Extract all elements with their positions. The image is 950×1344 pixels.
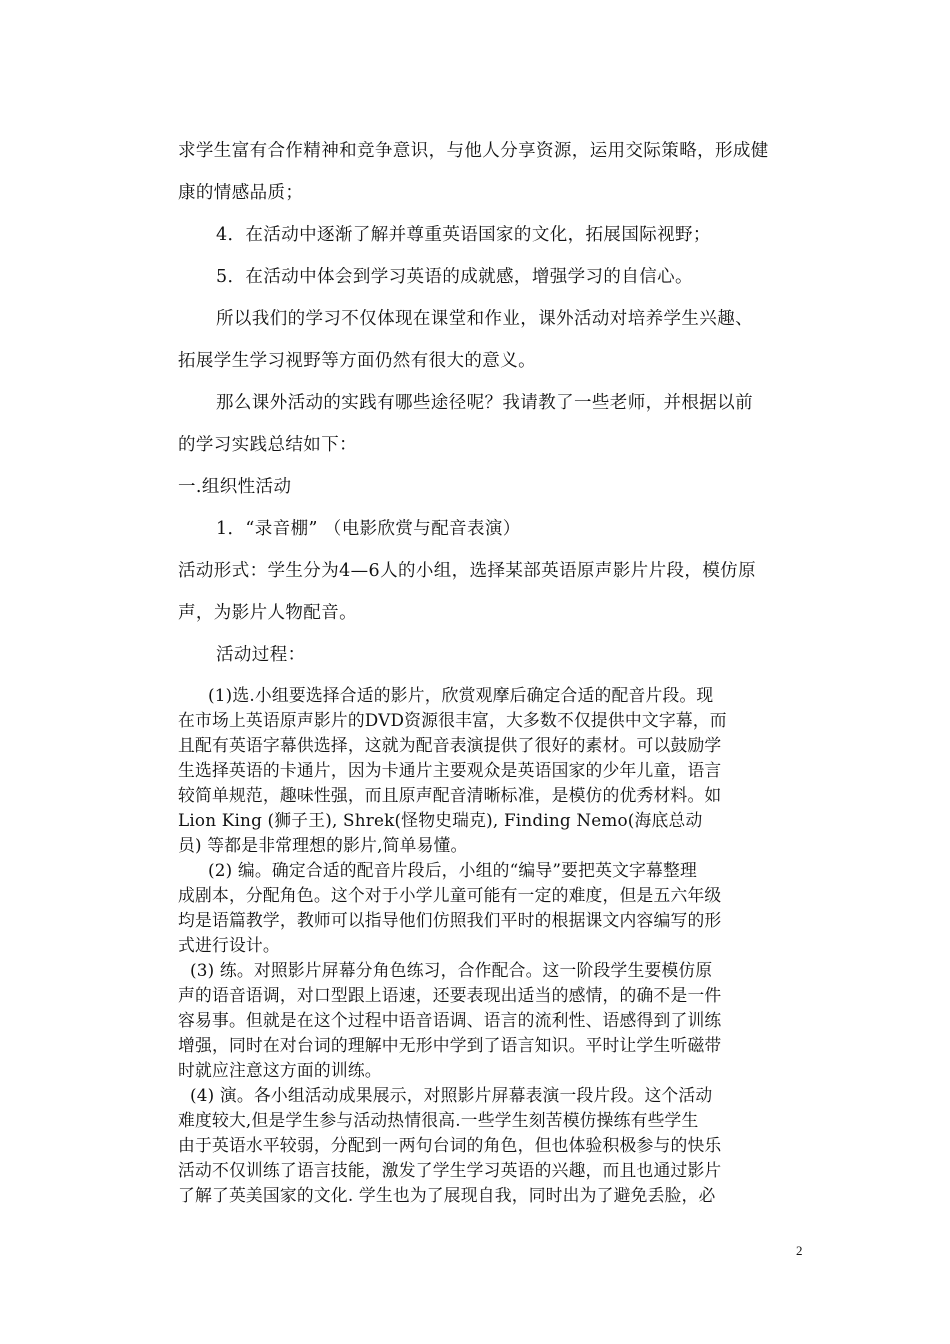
paragraph-line: Lion King (狮子王), Shrek(怪物史瑞克), Finding Nemo(海底总动	[178, 810, 703, 830]
page-number: 2	[796, 1243, 803, 1258]
paragraph-line: 声，为影片人物配音。	[178, 603, 357, 623]
subsection-heading: 1．“录音棚” （电影欣赏与配音表演）	[216, 519, 521, 539]
paragraph-line: 由于英语水平较弱，分配到一两句台词的角色，但也体验积极参与的快乐	[178, 1135, 722, 1155]
paragraph-line: 均是语篇教学，教师可以指导他们仿照我们平时的根据课文内容编写的形	[178, 910, 722, 930]
paragraph-line: 增强，同时在对台词的理解中无形中学到了语言知识。平时让学生听磁带	[178, 1035, 722, 1055]
paragraph-line: 难度较大,但是学生参与活动热情很高.一些学生刻苦模仿操练有些学生	[178, 1110, 699, 1130]
paragraph-line: (3) 练。对照影片屏幕分角色练习，合作配合。这一阶段学生要模仿原	[190, 960, 713, 980]
paragraph-line: 求学生富有合作精神和竞争意识，与他人分享资源，运用交际策略，形成健	[178, 141, 769, 161]
paragraph-line: 生选择英语的卡通片，因为卡通片主要观众是英语国家的少年儿童，语言	[178, 760, 722, 780]
paragraph-line: 较简单规范，趣味性强，而且原声配音清晰标准，是模仿的优秀材料。如	[178, 785, 722, 805]
paragraph-line: 活动形式：学生分为4—6人的小组，选择某部英语原声影片片段，模仿原	[178, 561, 756, 581]
paragraph-line: 且配有英语字幕供选择，这就为配音表演提供了很好的素材。可以鼓励学	[178, 735, 722, 755]
paragraph-line: (1)选.小组要选择合适的影片，欣赏观摩后确定合适的配音片段。现	[208, 685, 714, 705]
paragraph-line: 康的情感品质；	[178, 183, 304, 203]
paragraph-line: 了解了英美国家的文化. 学生也为了展现自我，同时出为了避免丢脸，必	[178, 1185, 716, 1205]
paragraph-line: 的学习实践总结如下：	[178, 435, 357, 455]
list-item-5: 5．在活动中体会到学习英语的成就感，增强学习的自信心。	[216, 267, 693, 287]
paragraph-line: 在市场上英语原声影片的DVD资源很丰富，大多数不仅提供中文字幕，而	[178, 710, 727, 730]
paragraph-line: 所以我们的学习不仅体现在课堂和作业，课外活动对培养学生兴趣、	[216, 309, 753, 329]
paragraph-line: 式进行设计。	[178, 935, 280, 955]
paragraph-line: (2) 编。确定合适的配音片段后，小组的“编导”要把英文字幕整理	[208, 860, 697, 880]
list-item-4: 4．在活动中逐渐了解并尊重英语国家的文化，拓展国际视野；	[216, 225, 711, 245]
paragraph-line: 活动过程：	[216, 645, 306, 665]
paragraph-line: 那么课外活动的实践有哪些途径呢？我请教了一些老师，并根据以前	[216, 393, 753, 413]
paragraph-line: 声的语音语调，对口型跟上语速，还要表现出适当的感情，的确不是一件	[178, 985, 722, 1005]
paragraph-line: 时就应注意这方面的训练。	[178, 1060, 382, 1080]
section-heading: 一.组织性活动	[178, 477, 292, 497]
paragraph-line: 成剧本，分配角色。这个对于小学儿童可能有一定的难度，但是五六年级	[178, 885, 722, 905]
paragraph-line: (4) 演。各小组活动成果展示，对照影片屏幕表演一段片段。这个活动	[190, 1085, 713, 1105]
paragraph-line: 员) 等都是非常理想的影片,简单易懂。	[178, 835, 468, 855]
paragraph-line: 容易事。但就是在这个过程中语音语调、语言的流利性、语感得到了训练	[178, 1010, 722, 1030]
paragraph-line: 拓展学生学习视野等方面仍然有很大的意义。	[178, 351, 536, 371]
paragraph-line: 活动不仅训练了语言技能，激发了学生学习英语的兴趣，而且也通过影片	[178, 1160, 722, 1180]
